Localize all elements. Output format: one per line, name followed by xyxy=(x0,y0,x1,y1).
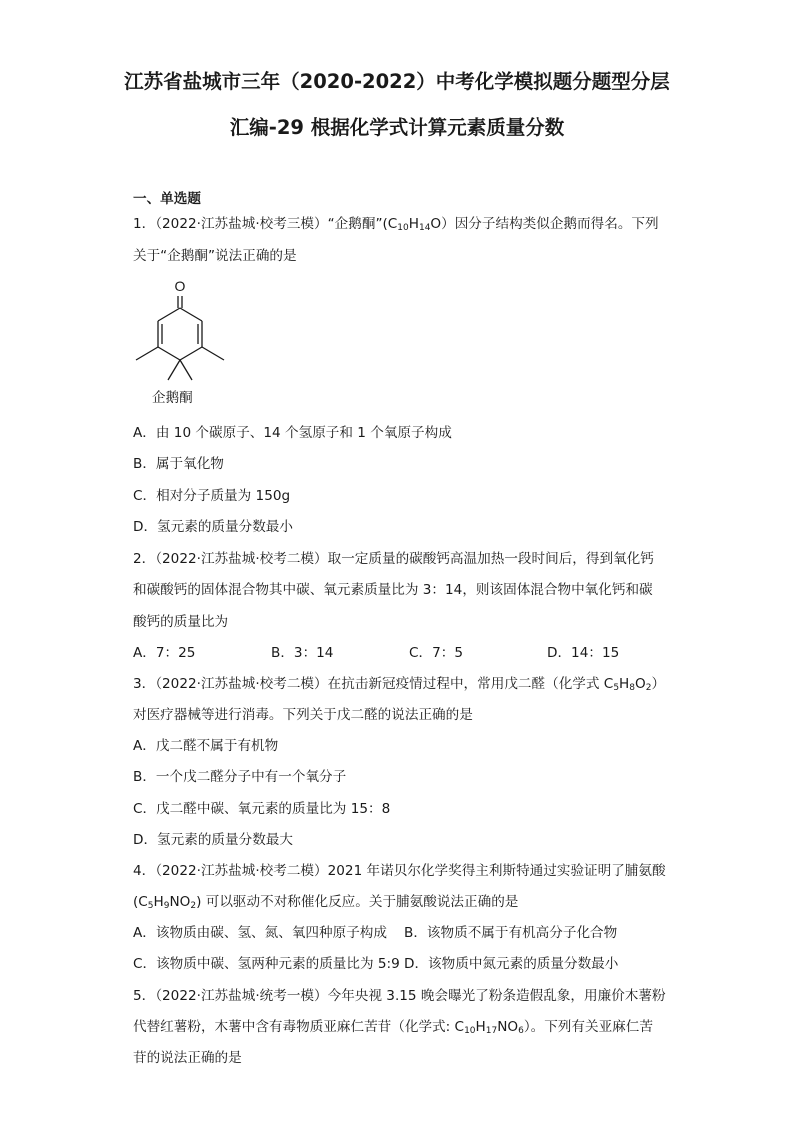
q4-option-b: B．该物质不属于有机高分子化合物 xyxy=(404,925,618,941)
q1-option-a: A．由 10 个碳原子、14 个氢原子和 1 个氧原子构成 xyxy=(133,425,452,441)
q4-stem-line1: 4．（2022·江苏盐城·校考二模）2021 年诺贝尔化学奖得主利斯特通过实验证明了脯氨酸 xyxy=(133,863,666,879)
q1-stem-line1: 1．（2022·江苏盐城·校考三模）“企鹅酮$”(C_{10}H_{14}O)$因分子结构类似企鹅而得名。下列 xyxy=(133,216,659,233)
q2-option-a: A．7：25 xyxy=(133,645,196,661)
q3-option-a: A．戊二醛不属于有机物 xyxy=(133,738,279,754)
q2-stem-line1: 2．（2022·江苏盐城·校考二模）取一定质量的碳酸钙高温加热一段时间后，得到氧化钙 xyxy=(133,551,654,567)
figure-caption: 企鹅酮 xyxy=(152,390,193,406)
document-title-line2: 汇编-29 根据化学式计算元素质量分数 xyxy=(229,116,565,139)
q4-stem-line2: $(C_5H_9NO_2)$ 可以驱动不对称催化反应。关于脯氨酸说法正确的是 xyxy=(133,894,519,911)
q2-option-c: C．7：5 xyxy=(409,645,463,661)
q1-stem-line2: 关于“企鹅酮”说法正确的是 xyxy=(133,248,297,264)
q4-option-d: D．该物质中氮元素的质量分数最小 xyxy=(404,956,619,972)
q1-option-d: D．氢元素的质量分数最小 xyxy=(133,519,293,535)
q4-option-a: A．该物质由碳、氢、氮、氧四种原子构成 xyxy=(133,925,387,941)
q4-option-c: C．该物质中碳、氢两种元素的质量比为 5:9 xyxy=(133,956,400,972)
q1-option-c: C．相对分子质量为 150g xyxy=(133,488,291,504)
q2-options-row xyxy=(133,641,653,659)
q3-option-d: D．氢元素的质量分数最大 xyxy=(133,832,293,848)
q2-option-b: B．3：14 xyxy=(271,645,334,661)
q3-option-c: C．戊二醛中碳、氧元素的质量比为 15：8 xyxy=(133,801,391,817)
q2-stem-line3: 酸钙的质量比为 xyxy=(133,614,229,630)
q3-stem-line1: 3．（2022·江苏盐城·校考二模）在抗击新冠疫情过程中，常用戊二醛（化学式 $C_5H_8O_2$） xyxy=(133,676,666,693)
document-title-line1: 江苏省盐城市三年（2020-2022）中考化学模拟题分题型分层 xyxy=(124,70,670,93)
q2-stem-line2: 和碳酸钙的固体混合物其中碳、氧元素质量比为 3：14，则该固体混合物中氧化钙和碳 xyxy=(133,582,653,598)
oxygen-atom-label: O xyxy=(174,278,186,294)
section-heading: 一、单选题 xyxy=(133,191,201,207)
q3-option-b: B．一个戊二醛分子中有一个氧分子 xyxy=(133,769,347,785)
q5-stem-line1: 5．（2022·江苏盐城·统考一模）今年央视 3.15 晚会曝光了粉条造假乱象，用廉价木薯粉 xyxy=(133,988,666,1004)
q5-stem-line2: 代替红薯粉，木薯中含有毒物质亚麻仁苦苷（化学式: $C_{10}H_{17}NO_6$）。下列有关亚麻仁苦 xyxy=(133,1019,653,1036)
q1-option-b: B．属于氧化物 xyxy=(133,456,224,472)
q3-stem-line2: 对医疗器械等进行消毒。下列关于戊二醛的说法正确的是 xyxy=(133,707,473,723)
q2-option-d: D．14：15 xyxy=(547,645,620,661)
q5-stem-line3: 苷的说法正确的是 xyxy=(133,1050,242,1066)
